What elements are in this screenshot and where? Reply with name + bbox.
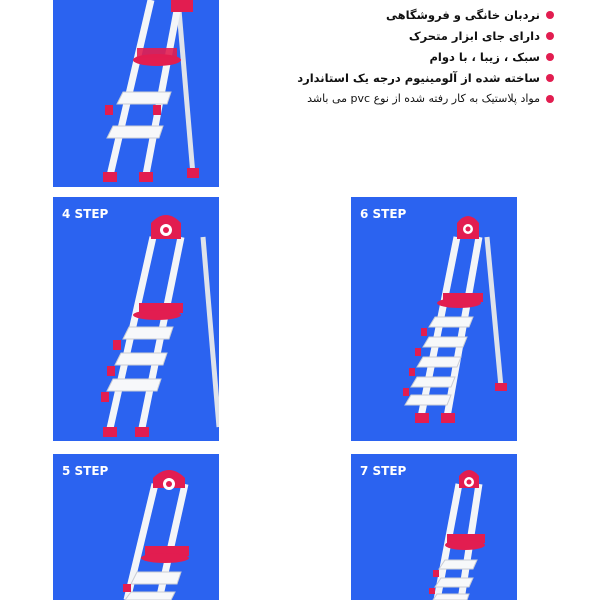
feature-item [274, 67, 554, 88]
ladder-panel-6-step [351, 197, 517, 441]
step-label: 5 STEP [62, 464, 109, 478]
step-label: 7 STEP [360, 464, 407, 478]
ladder-image-5-step [53, 454, 219, 600]
feature-text: دارای جای ابزار متحرک [408, 28, 540, 43]
bullet-icon [546, 74, 554, 82]
feature-item [274, 25, 554, 46]
bullet-icon [546, 95, 554, 103]
feature-list [274, 4, 554, 109]
feature-item [274, 46, 554, 67]
feature-text: سبک ، زیبا ، با دوام [429, 49, 540, 64]
ladder-panel-5-step [53, 454, 219, 600]
step-label: 4 STEP [62, 207, 109, 221]
ladder-panel-top [53, 0, 219, 187]
ladder-image-6-step [351, 197, 517, 441]
step-label: 6 STEP [360, 207, 407, 221]
ladder-image-top [53, 0, 219, 187]
feature-text: نردبان خانگی و فروشگاهی [386, 7, 540, 22]
ladder-image-4-step [53, 197, 219, 441]
ladder-panel-4-step [53, 197, 219, 441]
ladder-panel-7-step [351, 454, 517, 600]
bullet-icon [546, 53, 554, 61]
bullet-icon [546, 11, 554, 19]
bullet-icon [546, 32, 554, 40]
ladder-image-7-step [351, 454, 517, 600]
feature-text: ساخته شده از آلومینیوم درجه یک استاندارد [297, 70, 540, 85]
feature-item [274, 88, 554, 109]
feature-item [274, 4, 554, 25]
feature-text: مواد پلاستیک به کار رفته شده از نوع pvc می باشد [307, 92, 540, 105]
